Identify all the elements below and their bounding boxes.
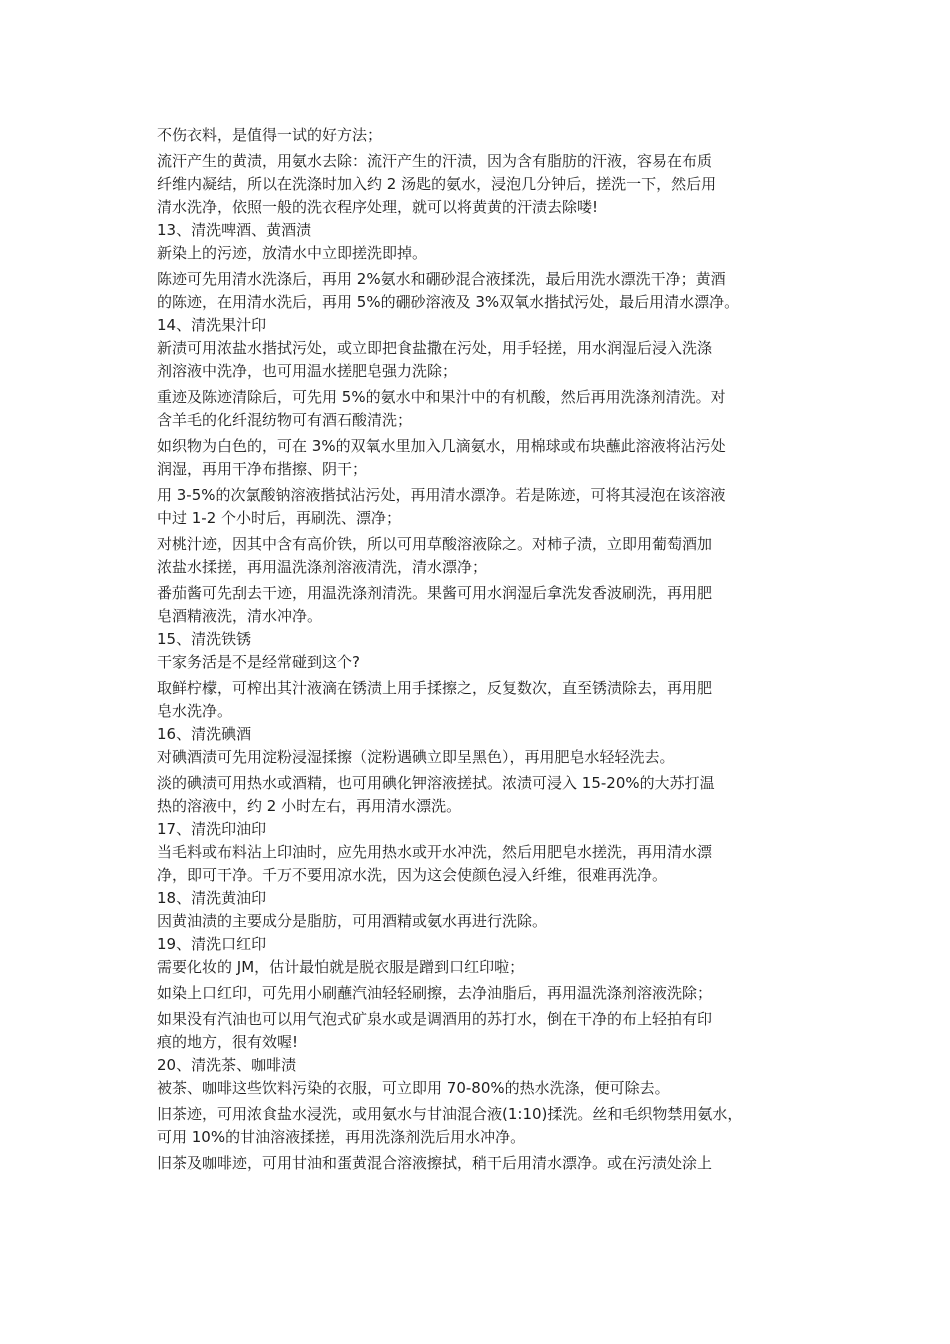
document-body	[157, 124, 807, 1175]
text-line: 干家务活是不是经常碰到这个?	[157, 653, 360, 671]
text-line: 旧茶及咖啡迹，可用甘油和蛋黄混合溶液擦拭，稍干后用清水漂净。或在污渍处涂上	[157, 1154, 713, 1172]
text-line: 因黄油渍的主要成分是脂肪，可用酒精或氨水再进行洗除。	[157, 912, 548, 930]
text-line: 浓盐水揉搓，再用温洗涤剂溶液清洗，清水漂净；	[157, 558, 488, 576]
text-line: 重迹及陈迹清除后，可先用 5%的氨水中和果汁中的有机酸，然后再用洗涤剂清洗。对	[157, 388, 726, 406]
text-line: 淡的碘渍可用热水或酒精，也可用碘化钾溶液搓拭。浓渍可浸入 15-20%的大苏打温	[157, 774, 715, 792]
text-line: 旧茶迹，可用浓食盐水浸洗，或用氨水与甘油混合液(1:10)揉洗。丝和毛织物禁用氨水，	[157, 1105, 743, 1123]
section-heading: 20、清洗茶、咖啡渍	[157, 1056, 297, 1074]
section-heading: 15、清洗铁锈	[157, 630, 252, 648]
text-line: 润湿，再用干净布揩擦、阴干；	[157, 460, 368, 478]
section-heading: 17、清洗印油印	[157, 820, 267, 838]
text-line: 纤维内凝结，所以在洗涤时加入约 2 汤匙的氨水，浸泡几分钟后，搓洗一下，然后用	[157, 175, 717, 193]
section-heading: 19、清洗口红印	[157, 935, 267, 953]
text-line: 热的溶液中，约 2 小时左右，再用清水漂洗。	[157, 797, 462, 815]
text-line: 皂酒精液洗，清水冲净。	[157, 607, 323, 625]
text-line: 流汗产生的黄渍，用氨水去除：流汗产生的汗渍，因为含有脂肪的汗液，容易在布质	[157, 152, 713, 170]
text-line: 对碘酒渍可先用淀粉浸湿揉擦（淀粉遇碘立即呈黑色），再用肥皂水轻轻洗去。	[157, 748, 675, 766]
text-line: 皂水洗净。	[157, 702, 233, 720]
text-line: 含羊毛的化纤混纺物可有酒石酸清洗；	[157, 411, 413, 429]
text-line: 剂溶液中洗净，也可用温水搓肥皂强力洗除；	[157, 362, 458, 380]
text-line: 陈迹可先用清水洗涤后，再用 2%氨水和硼砂混合液揉洗，最后用洗水漂洗干净；黄酒	[157, 270, 726, 288]
text-line: 如果没有汽油也可以用气泡式矿泉水或是调酒用的苏打水，倒在干净的布上轻拍有印	[157, 1010, 713, 1028]
section-heading: 16、清洗碘酒	[157, 725, 252, 743]
text-line: 当毛料或布料沾上印油时，应先用热水或开水冲洗，然后用肥皂水搓洗，再用清水漂	[157, 843, 713, 861]
text-line: 用 3-5%的次氯酸钠溶液揩拭沾污处，再用清水漂净。若是陈迹，可将其浸泡在该溶液	[157, 486, 726, 504]
text-line: 净，即可干净。千万不要用凉水洗，因为这会使颜色浸入纤维，很难再洗净。	[157, 866, 668, 884]
text-line: 被茶、咖啡这些饮料污染的衣服，可立即用 70-80%的热水洗涤，便可除去。	[157, 1079, 670, 1097]
text-line: 新渍可用浓盐水揩拭污处，或立即把食盐撒在污处，用手轻搓，用水润湿后浸入洗涤	[157, 339, 713, 357]
text-line: 如染上口红印，可先用小刷蘸汽油轻轻刷擦，去净油脂后，再用温洗涤剂溶液洗除；	[157, 984, 713, 1002]
text-line: 番茄酱可先刮去干迹，用温洗涤剂清洗。果酱可用水润湿后拿洗发香波刷洗，再用肥	[157, 584, 713, 602]
text-line: 需要化妆的 JM，估计最怕就是脱衣服是蹭到口红印啦；	[157, 958, 525, 976]
section-heading: 14、清洗果汁印	[157, 316, 267, 334]
text-line: 不伤衣料，是值得一试的好方法；	[157, 126, 383, 144]
text-line: 取鲜柠檬，可榨出其汁液滴在锈渍上用手揉擦之，反复数次，直至锈渍除去，再用肥	[157, 679, 713, 697]
section-heading: 13、清洗啤酒、黄酒渍	[157, 221, 312, 239]
text-line: 如织物为白色的，可在 3%的双氧水里加入几滴氨水，用棉球或布块蘸此溶液将沾污处	[157, 437, 726, 455]
text-line: 对桃汁迹，因其中含有高价铁，所以可用草酸溶液除之。对柿子渍，立即用葡萄酒加	[157, 535, 713, 553]
text-line: 中过 1-2 个小时后，再刷洗、漂净；	[157, 509, 402, 527]
text-line: 新染上的污迹，放清水中立即搓洗即掉。	[157, 244, 428, 262]
text-line: 的陈迹，在用清水洗后，再用 5%的硼砂溶液及 3%双氧水揩拭污处，最后用清水漂净。	[157, 293, 740, 311]
section-heading: 18、清洗黄油印	[157, 889, 267, 907]
text-line: 痕的地方，很有效喔!	[157, 1033, 299, 1051]
text-line: 清水洗净，依照一般的洗衣程序处理，就可以将黄黄的汗渍去除喽!	[157, 198, 599, 216]
text-line: 可用 10%的甘油溶液揉搓，再用洗涤剂洗后用水冲净。	[157, 1128, 526, 1146]
